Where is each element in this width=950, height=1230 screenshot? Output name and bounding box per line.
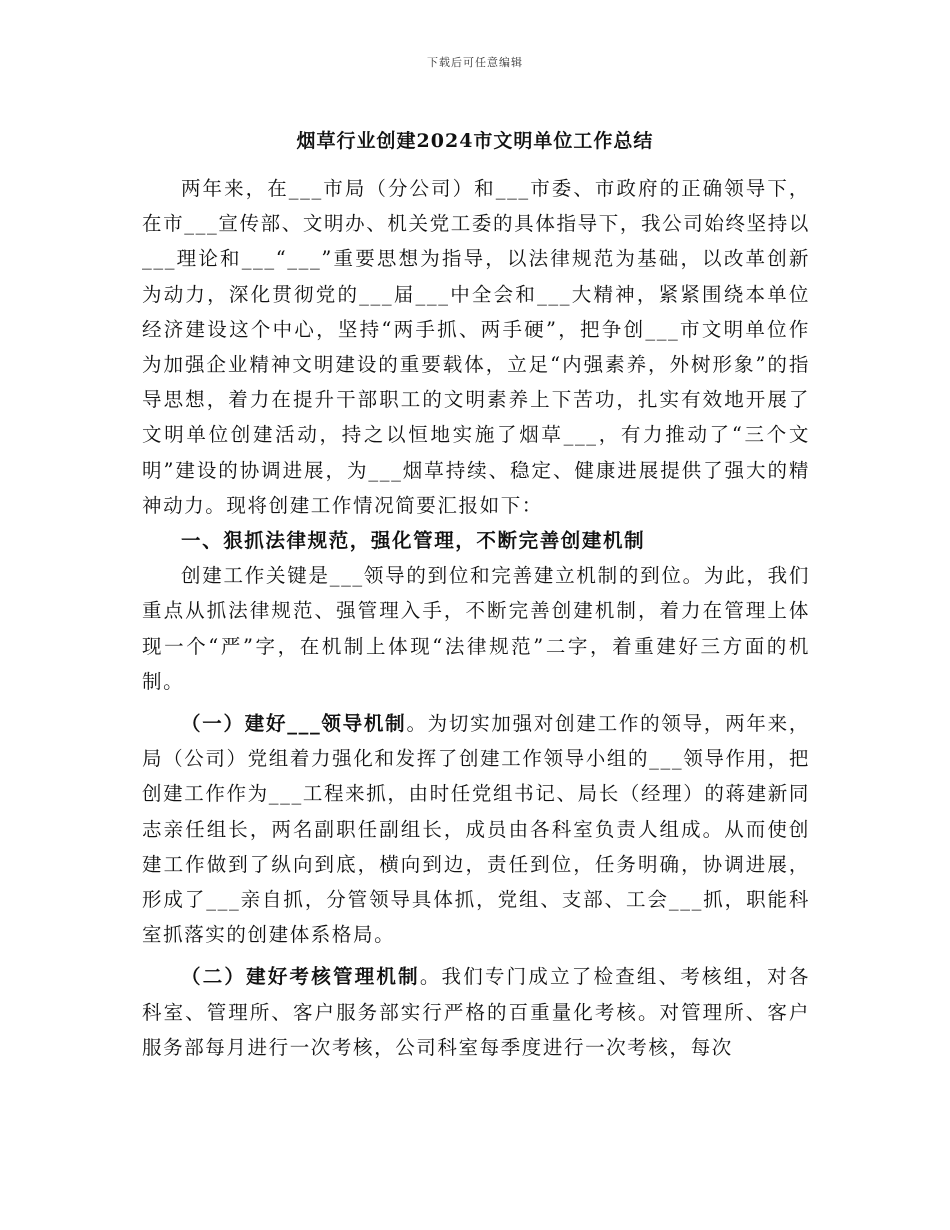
intro-paragraph: 两年来，在___市局（分公司）和___市委、市政府的正确领导下，在市___宣传部、文明办、机关党工委的具体指导下，我公司始终坚持以___理论和___“___”重要思想为指导，以法律规范为基础，以改革创新为动力，深化贯彻党的___届___中全会和___大精神，紧紧围绕本单位经济建设这个中心，坚持“两手抓、两手硬”，把争创___市文明单位作为加强企业精神文明建设的重要载体，立足“内强素养，外树形象”的指导思想，着力在提升干部职工的文明素养上下苦功，扎实有效地开展了文明单位创建活动，持之以恒地实施了烟草___，有力推动了“三个文明”建设的协调进展，为___烟草持续、稳定、健康进展提供了强大的精神动力。现将创建工作情况简要汇报如下：: [142, 177, 810, 517]
header-note: 下载后可任意编辑: [427, 56, 523, 69]
paragraph-leadership-mechanism: [142, 706, 810, 952]
subheading-assessment-mechanism: （二）建好考核管理机制: [181, 965, 420, 989]
document-body: [142, 171, 810, 1065]
paragraph-assessment-mechanism: [142, 959, 810, 1065]
paragraph-assessment-body: 。我们专门成立了检查组、考核组，对各科室、管理所、客户服务部实行严格的百重量化考核。对管理所、客户服务部每月进行一次考核，公司科室每季度进行一次考核，每次: [142, 965, 810, 1059]
paragraph-leadership-body: 。为切实加强对创建工作的领导，两年来，局（公司）党组着力强化和发挥了创建工作领导小组的___领导作用，把创建工作作为___工程来抓，由时任党组书记、局长（经理）的蒋建新同志亲任组长，两名副职任副组长，成员由各科室负责人组成。从而使创建工作做到了纵向到底，横向到边，责任到位，任务明确，协调进展，形成了___亲自抓，分管领导具体抓，党组、支部、工会___抓，职能科室抓落实的创建体系格局。: [142, 712, 810, 947]
subheading-leadership-mechanism: （一）建好___领导机制: [181, 712, 407, 736]
section-heading-1: 一、狠抓法律规范，强化管理，不断完善创建机制: [181, 529, 646, 553]
document-title: 烟草行业创建2024市文明单位工作总结: [296, 130, 654, 152]
paragraph-section-1-intro: 创建工作关键是___领导的到位和完善建立机制的到位。为此，我们重点从抓法律规范、强管理入手，不断完善创建机制，着力在管理上体现一个“严”字，在机制上体现“法律规范”二字，着重建好三方面的机制。: [142, 564, 810, 693]
